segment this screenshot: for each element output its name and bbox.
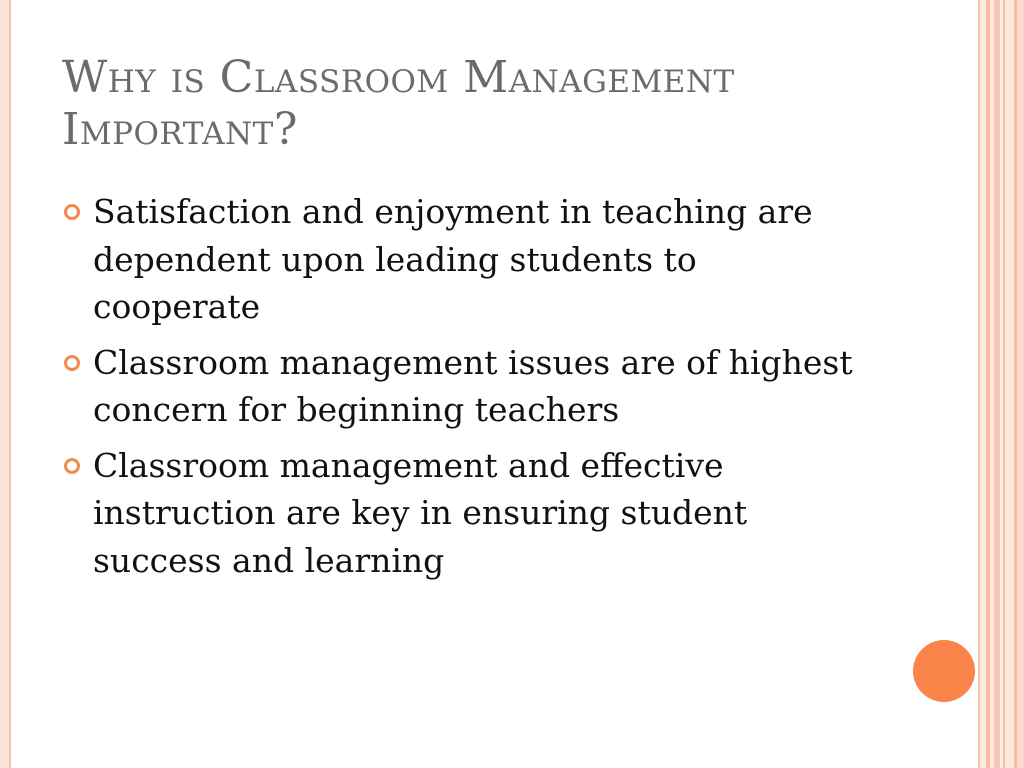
left-border-line: [9, 0, 11, 768]
bullet-text: Classroom management and effective instruction are key in ensuring student success and learning: [93, 445, 748, 580]
right-border-line: [1005, 0, 1014, 768]
bullet-list: [62, 188, 862, 592]
left-border-line: [0, 0, 9, 768]
bullet-text: Satisfaction and enjoyment in teaching are dependent upon leading students to cooperate: [93, 192, 813, 326]
circle-bullet-icon: [64, 204, 80, 220]
bullet-item: [62, 442, 862, 585]
bullet-item: [62, 188, 862, 331]
orange-circle-icon: [913, 640, 975, 702]
circle-bullet-icon: [64, 458, 80, 474]
circle-bullet-icon: [64, 355, 80, 371]
slide-title: Why is Classroom Management Important?: [62, 52, 735, 155]
bullet-text: Classroom management issues are of highest concern for beginning teachers: [93, 342, 853, 429]
bullet-item: [62, 339, 862, 434]
right-border-line: [1017, 0, 1024, 768]
